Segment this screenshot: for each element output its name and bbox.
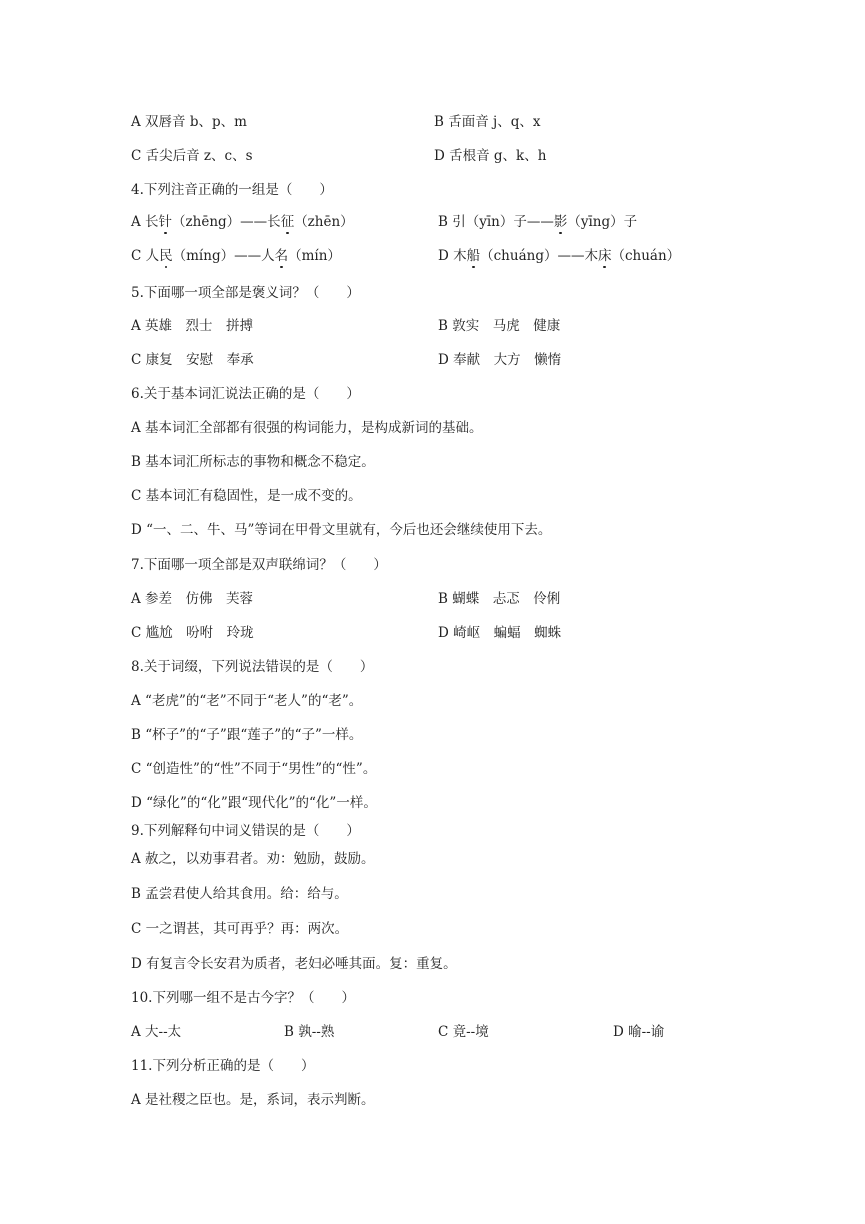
q6-option-d: D “一、二、牛、马”等词在甲骨文里就有，今后也还会继续使用下去。 (131, 522, 552, 538)
q5-option-c: C 康复 安慰 奉承 (131, 352, 254, 368)
q9-option-a: A 赦之，以劝事君者。劝：勉励，鼓励。 (131, 851, 375, 867)
q5-option-a: A 英雄 烈士 拼搏 (131, 318, 254, 334)
q6-option-a: A 基本词汇全部都有很强的构词能力，是构成新词的基础。 (131, 420, 483, 436)
q10-option-c: C 竟--境 (438, 1024, 489, 1040)
q4-d-text: D 木 (438, 248, 467, 264)
q11-stem: 11.下列分析正确的是（ ） (131, 1058, 315, 1074)
q7-option-d: D 崎岖 蝙蝠 蜘蛛 (438, 625, 562, 641)
q4-b-text: B 引（yīn）子—— (438, 214, 554, 230)
q10-stem: 10.下列哪一组不是古今字？（ ） (131, 990, 355, 1006)
q10-option-b: B 孰--熟 (284, 1024, 335, 1040)
q6-option-b: B 基本词汇所标志的事物和概念不稳定。 (131, 454, 375, 470)
q9-option-b: B 孟尝君使人给其食用。给：给与。 (131, 886, 348, 902)
q7-option-a: A 参差 仿佛 芙蓉 (131, 591, 254, 607)
q4-c-text: C 人 (131, 248, 160, 264)
q10-option-d: D 喻--谕 (613, 1024, 665, 1040)
q4-option-d (438, 247, 680, 265)
q8-option-a: A “老虎”的“老”不同于“老人”的“老”。 (131, 693, 363, 709)
q4-d-text: （chuáng）——木 (480, 248, 598, 264)
q4-a-dotted-char: 征 (280, 214, 295, 230)
q5-option-b: B 敦实 马虎 健康 (438, 318, 561, 334)
q4-c-dotted-char: 民 (159, 248, 173, 264)
q3-option-d: D 舌根音 g、k、h (434, 148, 547, 164)
q4-a-text: （zhēng）——长 (172, 214, 281, 230)
q4-option-b (438, 213, 637, 231)
q8-option-d: D “绿化”的“化”跟“现代化”的“化”一样。 (131, 795, 377, 811)
q4-a-dotted-char: 针 (158, 214, 173, 230)
q9-stem: 9.下列解释句中词义错误的是（ ） (131, 823, 360, 839)
q4-option-c (131, 247, 341, 265)
q7-stem: 7.下面哪一项全部是双声联绵词？（ ） (131, 557, 387, 573)
q8-option-c: C “创造性”的“性”不同于“男性”的“性”。 (131, 761, 377, 777)
q10-option-a: A 大--太 (131, 1024, 182, 1040)
q3-option-c: C 舌尖后音 z、c、s (131, 148, 253, 164)
q8-stem: 8.关于词缀，下列说法错误的是（ ） (131, 659, 374, 675)
q5-option-d: D 奉献 大方 懒惰 (438, 352, 562, 368)
q7-option-c: C 尴尬 吩咐 玲珑 (131, 625, 254, 641)
q4-c-text: （míng）——人 (172, 248, 275, 264)
q9-option-d: D 有复言令长安君为质者，老妇必唾其面。复：重复。 (131, 956, 457, 972)
q5-stem: 5.下面哪一项全部是褒义词？（ ） (131, 285, 360, 301)
q11-option-a: A 是社稷之臣也。是，系词，表示判断。 (131, 1092, 375, 1108)
q4-d-dotted-char: 床 (597, 248, 612, 264)
q4-c-dotted-char: 名 (274, 248, 289, 264)
q6-stem: 6.关于基本词汇说法正确的是（ ） (131, 386, 360, 402)
q4-d-dotted-char: 船 (466, 248, 481, 264)
q4-d-text: （chuán） (611, 248, 681, 264)
q4-a-text: A 长 (131, 214, 159, 230)
q6-option-c: C 基本词汇有稳固性，是一成不变的。 (131, 488, 362, 504)
q4-a-text: （zhēn） (294, 214, 354, 230)
q7-option-b: B 蝴蝶 忐忑 伶俐 (438, 591, 561, 607)
q9-option-c: C 一之谓甚，其可再乎？再：两次。 (131, 921, 349, 937)
q8-option-b: B “杯子”的“子”跟“莲子”的“子”一样。 (131, 727, 363, 743)
q3-option-a: A 双唇音 b、p、m (131, 114, 247, 130)
q4-b-text: （yīng）子 (567, 214, 638, 230)
q4-b-dotted-char: 影 (553, 214, 568, 230)
q4-option-a (131, 213, 354, 231)
q4-stem: 4.下列注音正确的一组是（ ） (131, 182, 333, 198)
q3-option-b: B 舌面音 j、q、x (434, 114, 541, 130)
q4-c-text: （mín） (288, 248, 341, 264)
